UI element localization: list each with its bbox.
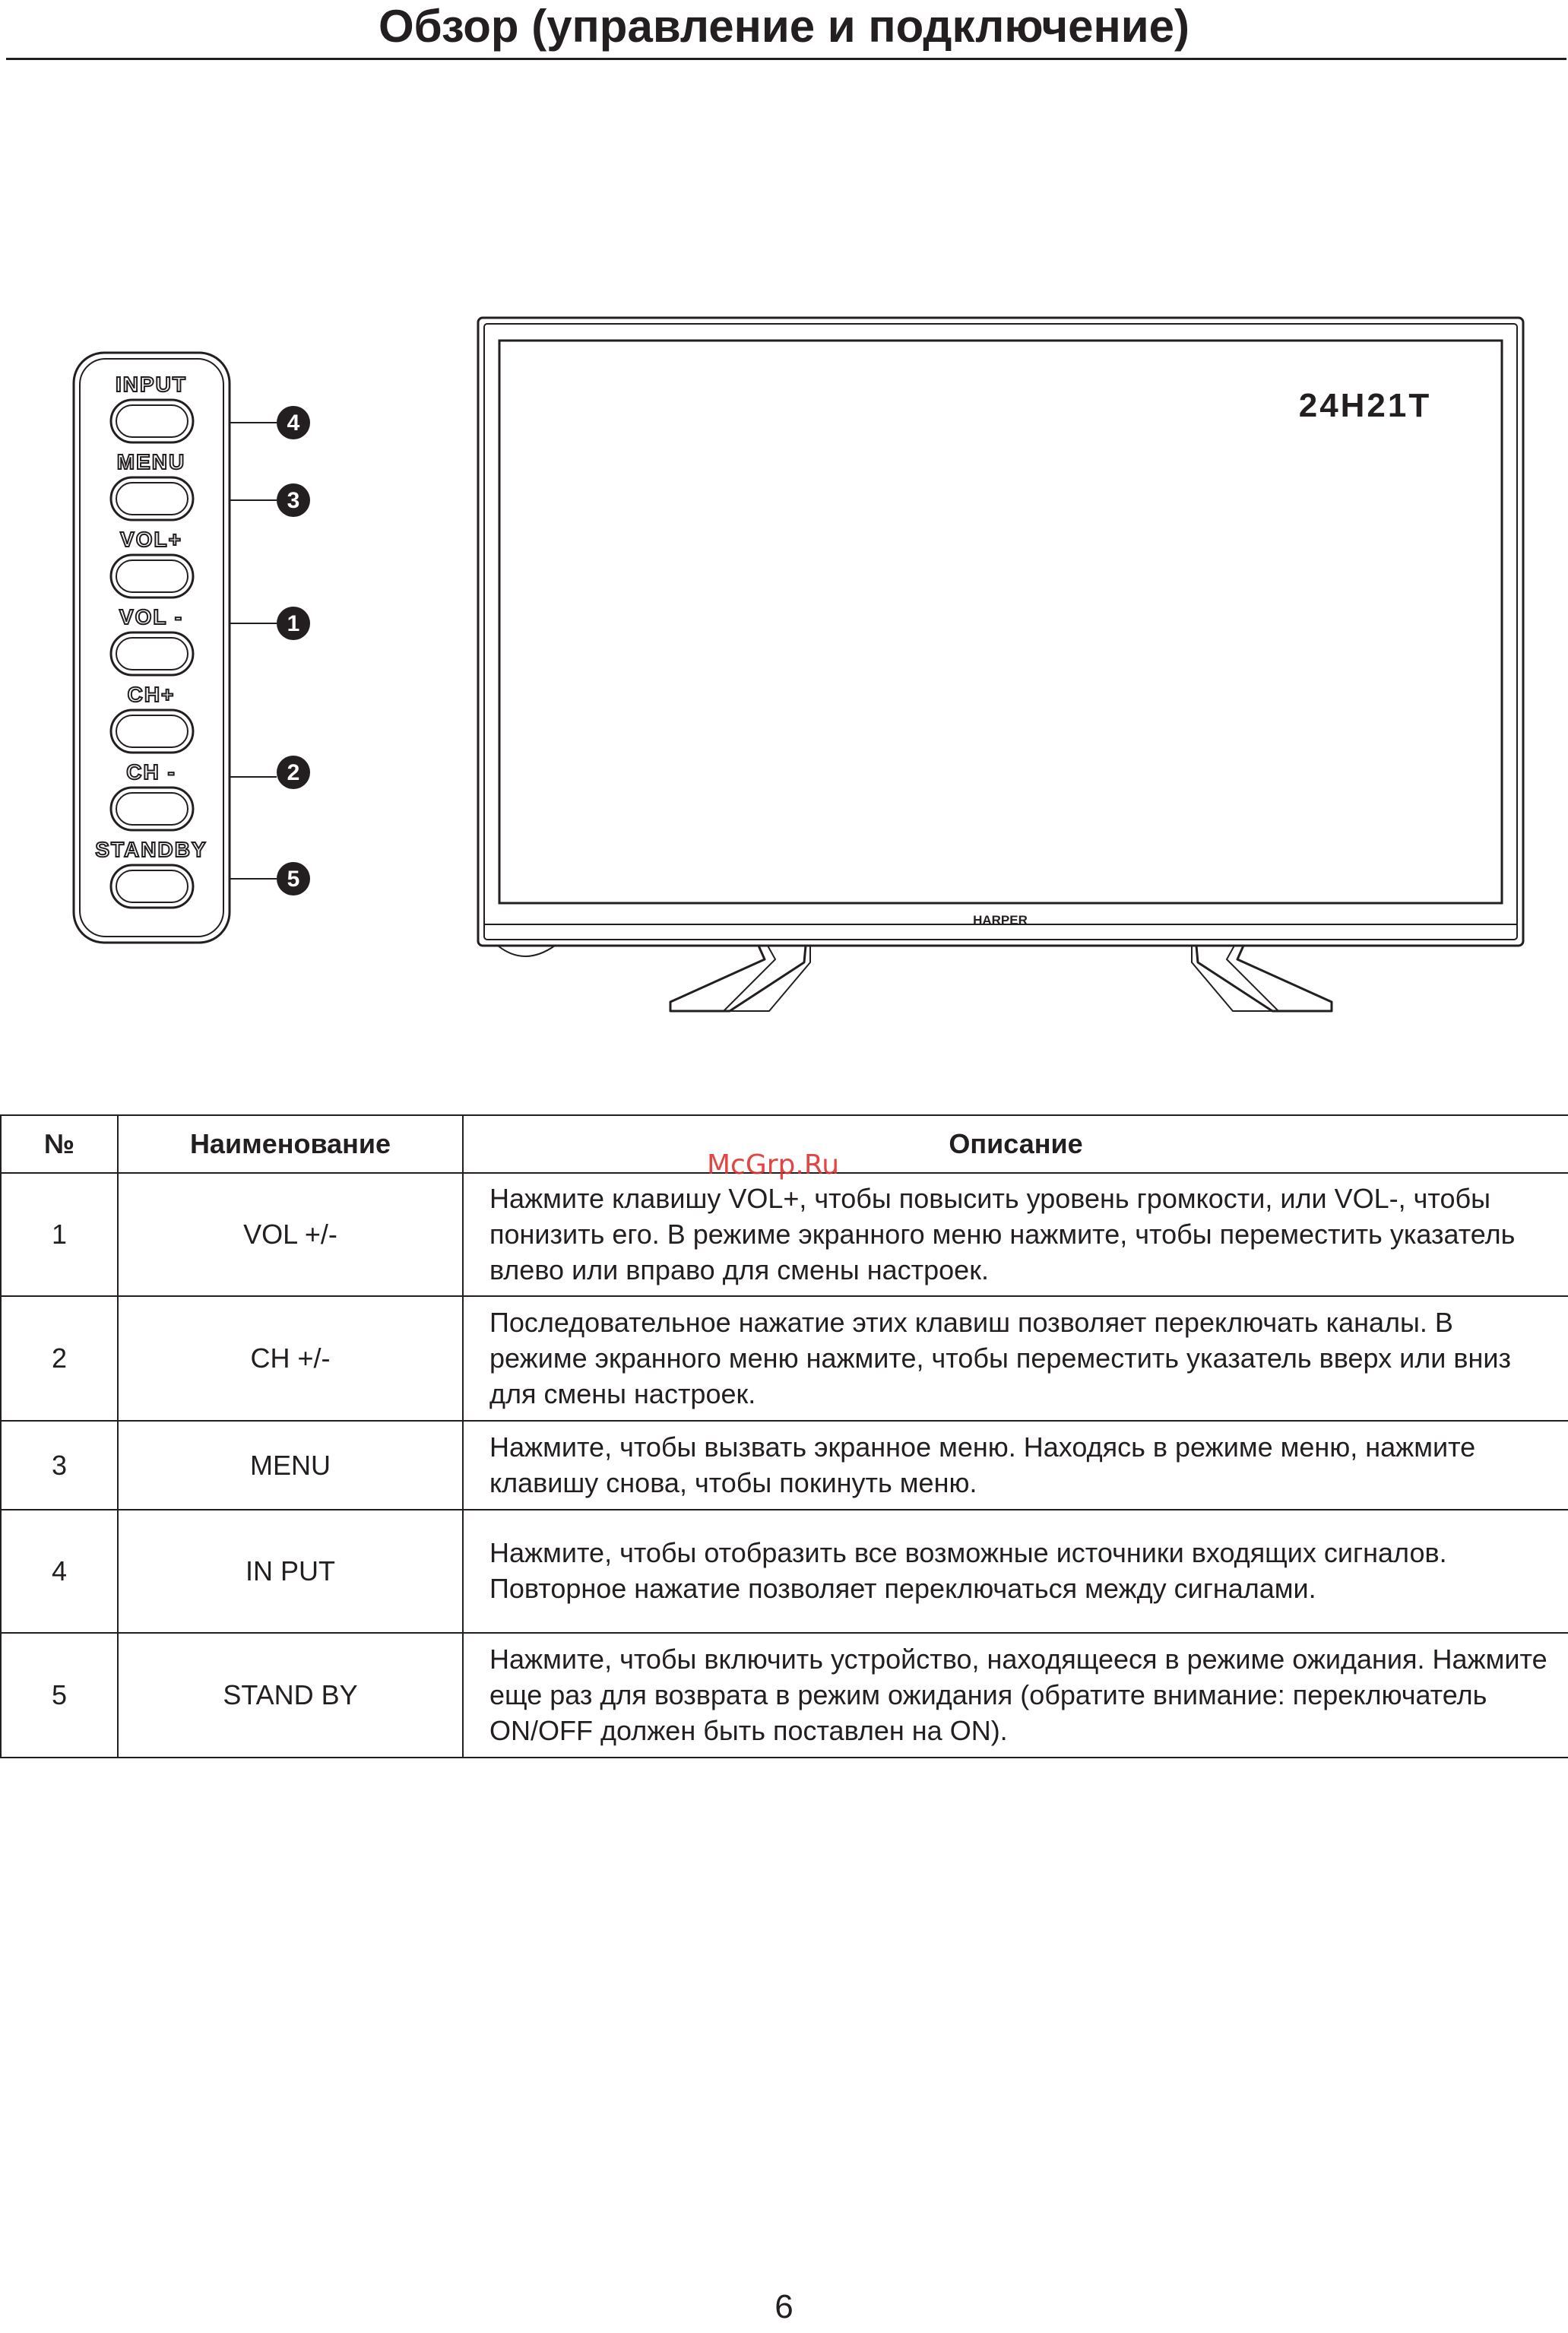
tv-diagram	[0, 0, 1568, 1034]
row-description: Нажмите, чтобы вызвать экранное меню. Находясь в режиме меню, нажмите клавишу снова, чтобы покинуть меню.	[463, 1421, 1568, 1510]
callout-4	[277, 406, 310, 439]
row-number: 3	[1, 1421, 118, 1510]
row-name: MENU	[118, 1421, 463, 1510]
callout-5	[277, 862, 310, 895]
svg-text:3: 3	[287, 488, 300, 513]
button-label-menu: MENU	[116, 450, 186, 474]
page-number: 6	[774, 2288, 794, 2325]
row-description: Нажмите, чтобы отобразить все возможные источники входящих сигналов. Повторное нажатие позволяет переключаться между сигналами.	[463, 1510, 1568, 1633]
vol-plus-button[interactable]	[111, 555, 193, 598]
table-row	[1, 1510, 1568, 1633]
row-number: 4	[1, 1510, 118, 1633]
svg-text:5: 5	[287, 867, 300, 892]
callout-2	[277, 756, 310, 789]
callout-3	[277, 483, 310, 517]
ch-plus-button[interactable]	[111, 710, 193, 753]
svg-text:2: 2	[287, 760, 300, 785]
brand-logo: HARPER	[973, 913, 1028, 927]
page-title: Обзор (управление и подключение)	[378, 1, 1190, 52]
ch-minus-button[interactable]	[111, 788, 193, 830]
row-name: CH +/-	[118, 1296, 463, 1421]
header-description: Описание	[463, 1115, 1568, 1173]
button-label-ch-minus: CH -	[126, 760, 176, 784]
input-button[interactable]	[111, 400, 193, 442]
row-number: 5	[1, 1633, 118, 1758]
table-row	[1, 1421, 1568, 1510]
row-number: 1	[1, 1173, 118, 1296]
row-description: Последовательное нажатие этих клавиш позволяет переключать каналы. В режиме экранного меню нажмите, чтобы переместить указатель вверх или вниз для смены настроек.	[463, 1296, 1568, 1421]
button-label-vol-plus: VOL+	[120, 528, 182, 551]
watermark: McGrp.Ru	[707, 1149, 840, 1181]
row-description: Нажмите, чтобы включить устройство, находящееся в режиме ожидания. Нажмите еще раз для возврата в режим ожидания (обратите внимание: переключатель ON/OFF должен быть поставлен на ON).	[463, 1633, 1568, 1758]
button-label-vol-minus: VOL -	[119, 605, 184, 629]
callout-1	[277, 607, 310, 640]
row-description: Нажмите клавишу VOL+, чтобы повысить уровень громкости, или VOL-, чтобы понизить его. В режиме экранного меню нажмите, чтобы переместить указатель влево или вправо для смены настроек.	[463, 1173, 1568, 1296]
row-name: STAND BY	[118, 1633, 463, 1758]
header-number: №	[1, 1115, 118, 1173]
button-label-ch-plus: CH+	[127, 683, 176, 706]
header-name: Наименование	[118, 1115, 463, 1173]
button-label-standby: STANDBY	[95, 838, 207, 861]
menu-button[interactable]	[111, 477, 193, 520]
standby-button[interactable]	[111, 865, 193, 908]
button-label-input: INPUT	[116, 372, 187, 396]
row-number: 2	[1, 1296, 118, 1421]
table-row	[1, 1173, 1568, 1296]
row-name: VOL +/-	[118, 1173, 463, 1296]
svg-text:1: 1	[287, 611, 300, 636]
svg-text:4: 4	[287, 410, 300, 436]
model-label: 24H21T	[1298, 387, 1432, 424]
table-row	[1, 1633, 1568, 1758]
table-row	[1, 1296, 1568, 1421]
vol-minus-button[interactable]	[111, 632, 193, 675]
row-name: IN PUT	[118, 1510, 463, 1633]
controls-table	[0, 1114, 1568, 1758]
